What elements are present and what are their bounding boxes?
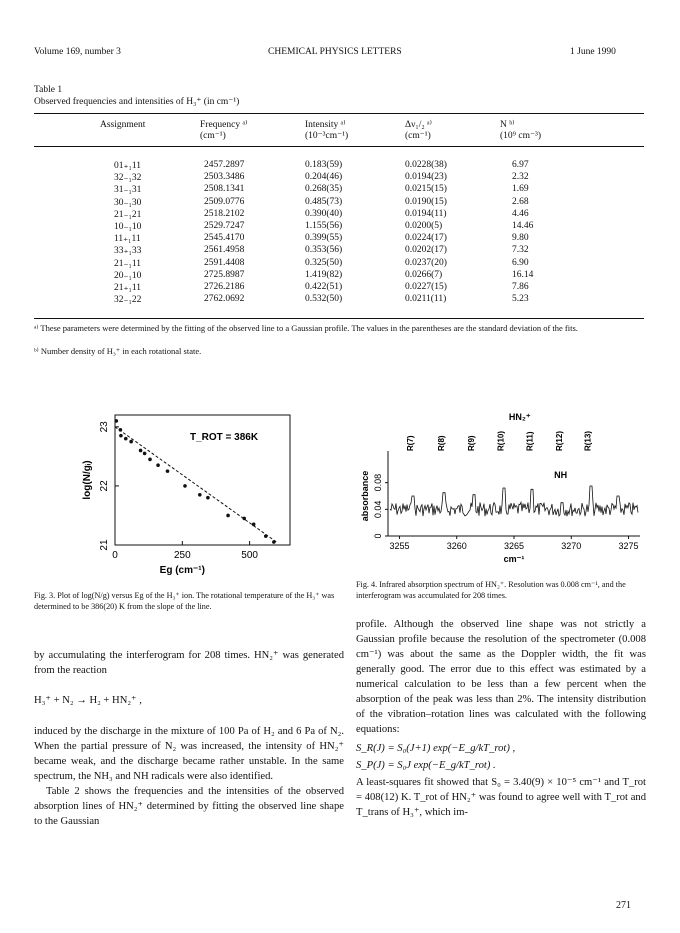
table-cell: 32₋₁32 [114, 173, 142, 184]
table-cell: 0.268(35) [305, 184, 343, 195]
table-cell: 2.68 [512, 196, 529, 207]
fig4-line-label: R(11) [525, 431, 535, 451]
equation-sp: S_P(J) = S₀J exp(−E_g/kT_rot) . [356, 760, 496, 771]
fig4-line-label: R(8) [437, 435, 447, 451]
fig3-data-point [272, 540, 276, 544]
fig3-annotation: T_ROT = 386K [190, 432, 259, 443]
table-cell: 0.532(50) [305, 294, 343, 305]
fig4-xtick-label: 3270 [561, 541, 582, 551]
table-cell: 2561.4958 [204, 245, 245, 256]
right-column [356, 617, 646, 820]
table-cell: 0.0228(38) [405, 160, 447, 170]
table-cell: 31₋₁31 [114, 185, 142, 196]
table-cell: 1.69 [512, 184, 529, 195]
table-cell: 2.32 [512, 172, 529, 183]
fig4-xtick-label: 3255 [389, 541, 410, 551]
equation-sr: S_R(J) = S₀(J+1) exp(−E_g/kT_rot) , [356, 743, 516, 754]
table-cell: 0.0227(15) [405, 282, 447, 292]
table-cell: 0.399(55) [305, 233, 343, 244]
table-col-header: N ᵇ⁾ [500, 120, 515, 130]
journal-name: CHEMICAL PHYSICS LETTERS [268, 47, 402, 57]
fig3-data-point [156, 463, 160, 467]
table-cell: 0.353(56) [305, 245, 343, 256]
table-bottom-rule [34, 318, 644, 319]
fig3-data-point [198, 493, 202, 497]
fig4-ylabel: absorbance [360, 470, 370, 522]
table-col-header: (10⁻³cm⁻¹) [305, 131, 349, 141]
table-cell: 0.0194(11) [405, 208, 447, 219]
footnote-a: ᵃ⁾ These parameters were determined by the fitting of the observed line to a Gaussian profile. The values in the parentheses are the standard deviation of the fits. [34, 323, 578, 333]
fig3-ytick-label: 23 [99, 421, 110, 433]
fig4-xtick-label: 3275 [618, 541, 639, 551]
left-paragraph-2: induced by the discharge in the mixture of 100 Pa of H₂ and 6 Pa of N₂. When the partial pressure of N₂ was increased, the intensity of HN₂⁺ became weak, and the discharge became rather unstable. In the same spectrum, the NH₃ and NH radicals were also identified. [34, 726, 344, 782]
fig4-line-label: R(10) [496, 430, 506, 451]
fig3-data-point [206, 496, 210, 500]
fig4-ytick-label: 0.08 [373, 473, 383, 492]
table-cell: 2726.2186 [204, 282, 245, 292]
fig4-ytick-label: 0 [373, 533, 383, 539]
table-cell: 21₊₁11 [114, 283, 141, 293]
table-cell: 1.419(82) [305, 269, 343, 280]
issue-date: 1 June 1990 [570, 47, 616, 57]
table-cell: 2529.7247 [204, 221, 245, 231]
table-cell: 01₊₁11 [114, 161, 141, 171]
fig3-xtick-label: 250 [173, 550, 191, 561]
left-column [34, 648, 344, 829]
fig4-line-label: R(7) [406, 435, 416, 451]
left-paragraph-1: by accumulating the interferogram for 208 times. HN₂⁺ was generated from the reaction [34, 650, 344, 676]
table-cell: 0.0200(5) [405, 221, 443, 231]
fig3-xlabel: Eg (cm⁻¹) [159, 565, 205, 576]
right-paragraph-2: A least-squares fit showed that S₀ = 3.40(9) × 10⁻⁵ cm⁻¹ and T_rot = 408(12) K. T_rot of HN₂⁺ was found to agree well with T_rot and T_trans of H₃⁺, which im- [356, 777, 646, 818]
fig3-data-point [226, 514, 230, 518]
right-paragraph-1: profile. Although the observed line shape was not strictly a Gaussian profile because the resolution of the spectrometer (0.008 cm⁻¹) was about the same as the Doppler width, the fit was generally good. The error due to this effect was estimated by a numerical calculation to be less than a few percent when the absorption of the peak was less than 2%. The intensity distribution of the vibration–rotation lines was calculated with the following equations: [356, 619, 646, 735]
table-header-rule [34, 146, 644, 147]
table-row [0, 270, 680, 282]
table-col-header: (10⁹ cm⁻³) [500, 131, 541, 141]
table-col-header: Assignment [100, 120, 146, 130]
table-row [0, 197, 680, 209]
table-row [0, 282, 680, 294]
table-row [0, 209, 680, 221]
fig3-xtick-label: 500 [241, 550, 258, 561]
table-row [0, 294, 680, 306]
table-cell: 0.0190(15) [405, 196, 447, 207]
fig3-data-point [143, 452, 147, 456]
table-cell: 0.0224(17) [405, 233, 447, 244]
table-col-header: Intensity ᵃ⁾ [305, 120, 346, 130]
table-cell: 0.0194(23) [405, 172, 447, 183]
table-cell: 7.86 [512, 282, 529, 292]
table-col-header: (cm⁻¹) [405, 131, 431, 141]
table-cell: 4.46 [512, 208, 529, 219]
table-cell: 9.80 [512, 233, 529, 244]
table-cell: 0.183(59) [305, 160, 343, 170]
fig4-spectrum [360, 396, 650, 576]
table-row [0, 221, 680, 233]
fig3-ytick-label: 22 [99, 480, 110, 492]
table-cell: 0.0211(11) [405, 294, 447, 305]
table-cell: 1.155(56) [305, 221, 343, 231]
table-col-header: Frequency ᵃ⁾ [200, 120, 248, 130]
table-cell: 33₊₁33 [114, 246, 142, 257]
fig3-data-point [252, 523, 256, 527]
fig4-radical-label: NH [554, 470, 568, 480]
table-cell: 6.90 [512, 257, 529, 268]
table-cell: 14.46 [512, 221, 534, 231]
fig3-data-point [166, 469, 170, 473]
fig3-data-point [242, 517, 246, 521]
table-cell: 2762.0692 [204, 294, 245, 305]
table-cell: 0.0202(17) [405, 245, 447, 256]
table-row [0, 172, 680, 184]
fig3-plot [70, 400, 340, 585]
fig3-caption: Fig. 3. Plot of log(N/g) versus Eg of the H₃⁺ ion. The rotational temperature of the H₃⁺ was determined to be 386(20) K from the slope of the line. [34, 591, 335, 611]
table-top-rule [34, 113, 644, 114]
table-cell: 0.204(46) [305, 172, 343, 183]
fig3-ylabel: log(N/gᵢ) [82, 460, 93, 500]
fig4-line-label: R(9) [466, 435, 476, 451]
table-cell: 2545.4170 [204, 233, 245, 244]
table-cell: 16.14 [512, 269, 534, 280]
table-cell: 11₊₁11 [114, 234, 141, 245]
page-number: 271 [616, 900, 631, 911]
table-cell: 21₋₁11 [114, 258, 141, 269]
table-cell: 20₋₁10 [114, 270, 142, 281]
fig4-xtick-label: 3260 [446, 541, 467, 551]
table-col-header: Δν₁/₂ ᵃ⁾ [405, 120, 432, 130]
table-cell: 0.390(40) [305, 208, 343, 219]
table-cell: 2457.2897 [204, 160, 245, 170]
fig3-data-point [148, 458, 152, 462]
table-cell: 0.0215(15) [405, 184, 447, 195]
table-cell: 2508.1341 [204, 184, 245, 195]
fig3-data-point [183, 484, 187, 488]
table-row [0, 245, 680, 257]
table-cell: 32₋₁22 [114, 295, 142, 306]
table-row [0, 184, 680, 196]
fig4-ytick-label: 0.04 [373, 500, 383, 519]
table-label: Table 1 [34, 85, 63, 95]
table-cell: 0.325(50) [305, 257, 343, 268]
fig4-xtick-label: 3265 [503, 541, 525, 551]
footnote-b: ᵇ⁾ Number density of H₃⁺ in each rotational state. [34, 346, 202, 356]
fig4-spectrum-trace [390, 486, 638, 516]
fig3-xtick-label: 0 [112, 550, 118, 561]
table-cell: 2725.8987 [204, 269, 245, 280]
table-cell: 0.0237(20) [405, 257, 447, 268]
fig4-xlabel: cm⁻¹ [503, 554, 525, 564]
fig4-caption: Fig. 4. Infrared absorption spectrum of HN₂⁺. Resolution was 0.008 cm⁻¹, and the interferogram was accumulated for 208 times. [356, 580, 626, 600]
table-col-header: (cm⁻¹) [200, 131, 226, 141]
table-row [0, 233, 680, 245]
table-cell: 2509.0776 [204, 196, 245, 207]
table-cell: 5.23 [512, 294, 529, 305]
fig4-line-label: R(12) [555, 430, 565, 451]
reaction-equation: H₃⁺ + N₂ → H₂ + HN₂⁺ , [34, 695, 142, 706]
fig3-ytick-label: 21 [99, 539, 110, 551]
table-cell: 2503.3486 [204, 172, 245, 183]
fig3-data-point [124, 437, 128, 441]
table-row [0, 160, 680, 172]
fig3-data-point [139, 449, 143, 453]
left-paragraph-3: Table 2 shows the frequencies and the intensities of the observed absorption lines of HN₂⁺ determined by fitting the observed line shape to the Gaussian [34, 786, 344, 827]
fig4-line-label: R(13) [583, 430, 593, 451]
table-row [0, 258, 680, 270]
fig3-data-point [119, 434, 123, 438]
table-cell: 10₋₁10 [114, 222, 142, 232]
table-cell: 2591.4408 [204, 257, 245, 268]
volume-label: Volume 169, number 3 [34, 47, 121, 57]
table-cell: 21₋₁21 [114, 209, 142, 220]
table-cell: 7.32 [512, 245, 529, 256]
fig3-data-point [119, 428, 123, 432]
table-caption: Observed frequencies and intensities of H₃⁺ (in cm⁻¹) [34, 97, 240, 107]
table-cell: 2518.2102 [204, 208, 245, 219]
table-cell: 0.485(73) [305, 196, 343, 207]
table-cell: 0.422(51) [305, 282, 343, 292]
fig3-data-point [129, 440, 133, 444]
fig3-data-point [115, 419, 119, 423]
fig3-data-point [264, 534, 268, 538]
table-cell: 6.97 [512, 160, 529, 170]
table-cell: 0.0266(7) [405, 269, 443, 280]
fig4-species-label: HN₂⁺ [508, 412, 531, 422]
table-cell: 30₋₁30 [114, 197, 142, 208]
